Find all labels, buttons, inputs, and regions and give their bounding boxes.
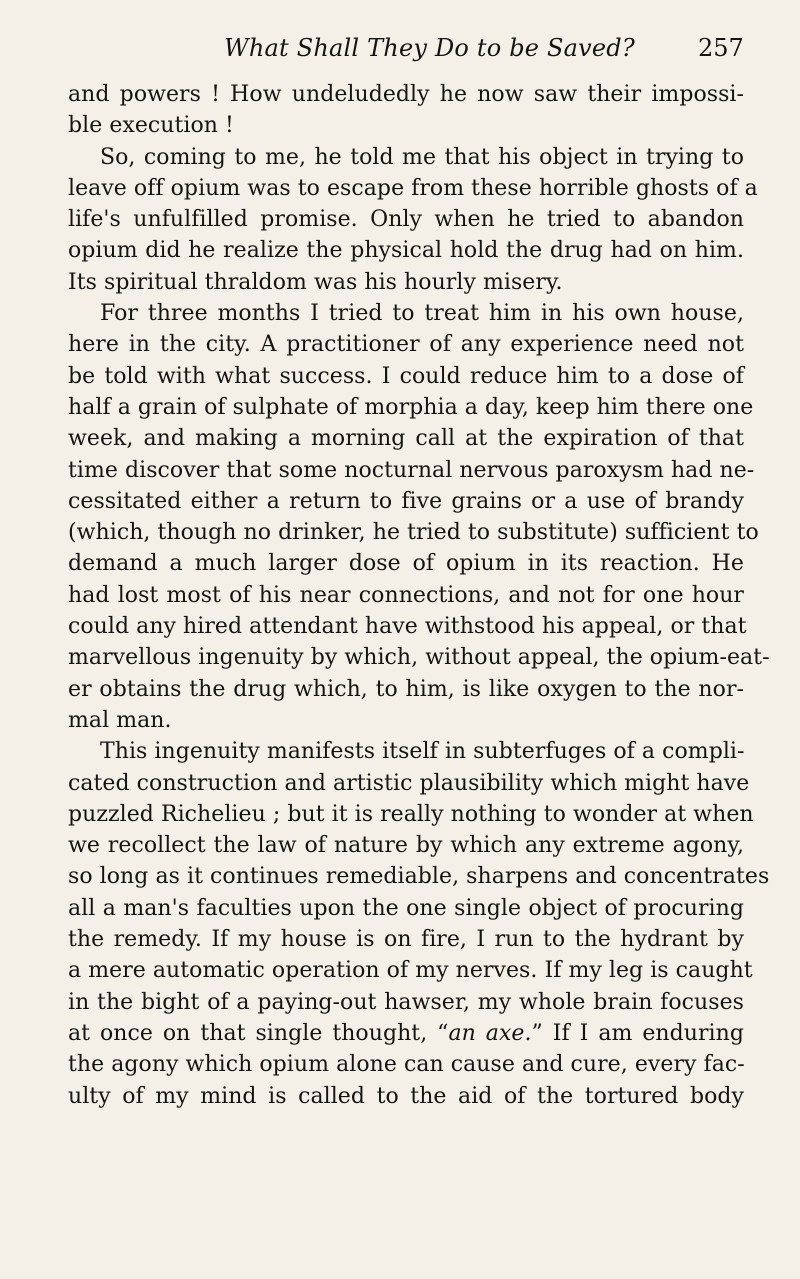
page-number: 257 bbox=[698, 34, 744, 62]
text-line-with-italic bbox=[68, 1018, 744, 1049]
text-line: so long as it continues remediable, sharpens and concentrates bbox=[68, 864, 770, 890]
text-line: time discover that some nocturnal nervous paroxysm had ne- bbox=[68, 457, 755, 483]
running-header bbox=[0, 30, 800, 66]
text-line: puzzled Richelieu ; but it is really nothing to wonder at when bbox=[68, 801, 754, 827]
text-line: could any hired attendant have withstood his appeal, or that bbox=[68, 614, 747, 640]
text-line: had lost most of his near connections, and not for one hour bbox=[68, 582, 744, 608]
text-line: cated construction and artistic plausibility which might have bbox=[68, 770, 750, 796]
italic-quote: an axe. bbox=[448, 1020, 532, 1046]
paragraph-start-line: For three months I tried to treat him in his own house, bbox=[100, 301, 744, 327]
text-line: be told with what success. I could reduce him to a dose of bbox=[68, 363, 744, 389]
text-line: (which, though no drinker, he tried to substitute) sufficient to bbox=[68, 520, 759, 546]
text-line: ulty of my mind is called to the aid of the tortured body bbox=[68, 1083, 744, 1109]
text-line: week, and making a morning call at the expiration of that bbox=[68, 426, 744, 452]
text-line: a mere automatic operation of my nerves. If my leg is caught bbox=[68, 958, 753, 984]
text-line: all a man's faculties upon the one single object of procuring bbox=[68, 895, 744, 921]
text-line: mal man. bbox=[68, 707, 172, 733]
text-line: we recollect the law of nature by which any extreme agony, bbox=[68, 833, 744, 859]
text-line: the remedy. If my house is on fire, I run to the hydrant by bbox=[68, 927, 744, 953]
text-line: the agony which opium alone can cause and cure, every fac- bbox=[68, 1052, 745, 1078]
text-line: and powers ! How undeludedly he now saw their impossi- bbox=[68, 82, 744, 107]
text-line: demand a much larger dose of opium in its reaction. He bbox=[68, 551, 744, 577]
text-line: half a grain of sulphate of morphia a day, keep him there one bbox=[68, 394, 754, 420]
running-title: What Shall They Do to be Saved? bbox=[224, 34, 635, 62]
text-line: ble execution ! bbox=[68, 113, 234, 139]
text-segment: at once on that single thought, “ bbox=[68, 1020, 449, 1046]
text-line: leave off opium was to escape from these horrible ghosts of a bbox=[68, 175, 758, 201]
text-segment: ” If I am enduring bbox=[531, 1020, 744, 1046]
text-line: in the bight of a paying-out hawser, my whole brain focuses bbox=[68, 989, 744, 1015]
body-text bbox=[68, 79, 770, 1112]
text-line: opium did he realize the physical hold the drug had on him. bbox=[68, 238, 744, 264]
text-line: Its spiritual thraldom was his hourly misery. bbox=[68, 269, 563, 295]
text-line: er obtains the drug which, to him, is like oxygen to the nor- bbox=[68, 676, 744, 702]
paragraph-start-line: So, coming to me, he told me that his object in trying to bbox=[100, 144, 744, 170]
text-line: here in the city. A practitioner of any experience need not bbox=[68, 332, 744, 358]
text-line: marvellous ingenuity by which, without appeal, the opium-eat- bbox=[68, 645, 770, 671]
paragraph-start-line: This ingenuity manifests itself in subterfuges of a compli- bbox=[100, 739, 745, 765]
text-line: cessitated either a return to five grains or a use of brandy bbox=[68, 488, 744, 514]
text-line: life's unfulfilled promise. Only when he tried to abandon bbox=[68, 207, 744, 233]
